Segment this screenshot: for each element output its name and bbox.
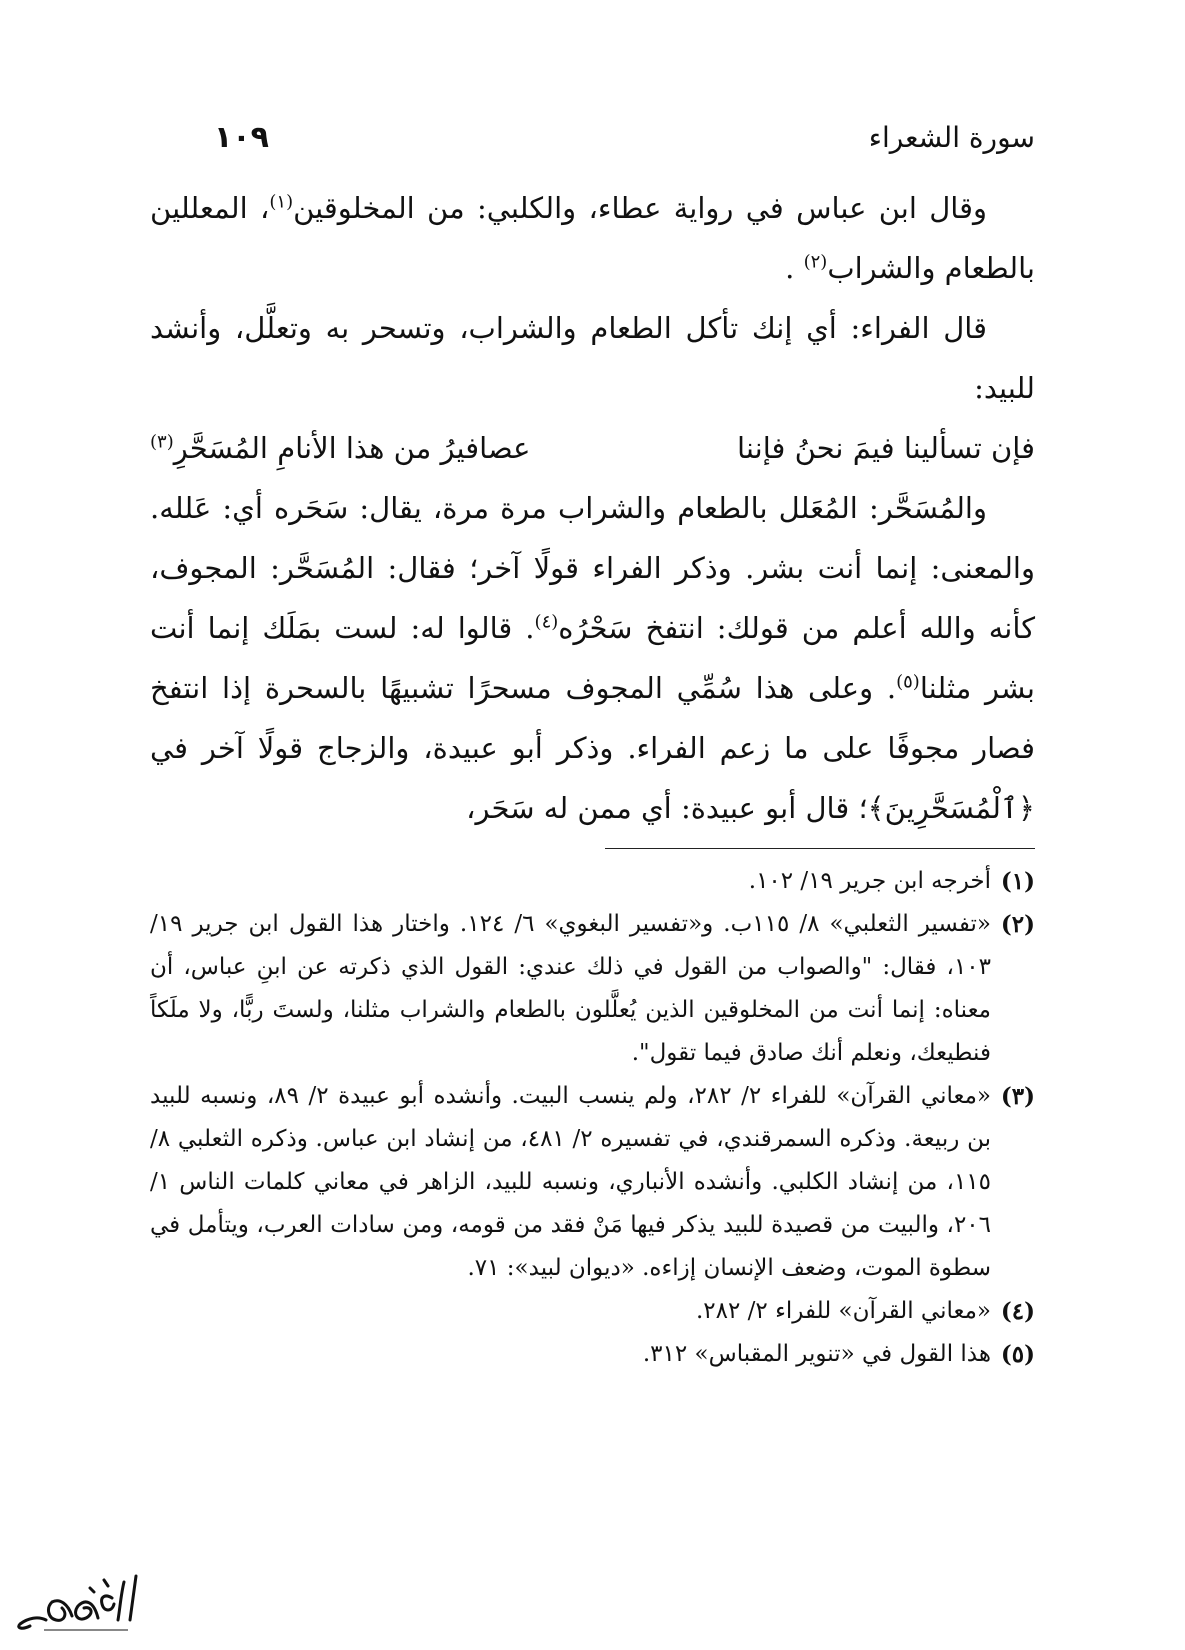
page-header	[214, 112, 1035, 162]
footnote-text: أخرجه ابن جرير ١٩/ ١٠٢.	[748, 868, 991, 894]
page-number: ١٠٩	[214, 119, 269, 155]
paragraph-3	[150, 478, 1035, 838]
footnote-text: هذا القول في «تنوير المقباس» ٣١٢.	[642, 1341, 991, 1367]
surah-title: سورة الشعراء	[868, 120, 1035, 154]
footnote-2	[150, 903, 1035, 1075]
footnote-text: «تفسير الثعلبي» ٨/ ١١٥ب. و«تفسير البغوي» ٦/ ١٢٤. واختار هذا القول ابن جرير ١٩/ ١٠٣، فقال: "والصواب من القول في ذلك عندي: القول الذي ذكرته عن ابنِ عباس، أن معناه: إنما أنت من المخلوقين الذين يُعلَّلون بالطعام والشراب مثلنا، ولستَ ربًّا، ولا ملَكاً فنطيعك، ونعلم أنك صادق فيما تقول".	[150, 911, 991, 1066]
footnote-ref-4: (٤)	[534, 611, 559, 633]
footnote-text: «معاني القرآن» للفراء ٢/ ٢٨٢.	[695, 1298, 991, 1324]
paragraph-3-text-c: . وعلى هذا سُمِّي المجوف مسحرًا تشبيهًا بالسحرة إذا انتفخ فصار مجوفًا على ما زعم الفراء. وذكر أبو عبيدة، والزجاج قولًا آخر في ﴿ٱلْمُسَحَّرِينَ﴾؛ قال أبو عبيدة: أي ممن له سَحَر،	[150, 671, 1035, 825]
footnote-divider	[605, 848, 1035, 849]
paragraph-3-text-b: . قالوا له: لست بمَلَك إنما أنت بشر مثلنا	[150, 611, 1035, 705]
footnote-number: (٢)	[1000, 911, 1035, 938]
paragraph-1-text-c: .	[785, 251, 804, 285]
footnote-3	[150, 1075, 1035, 1290]
poem-verse	[150, 418, 1035, 478]
footnote-5	[150, 1333, 1035, 1376]
paragraph-1	[150, 178, 1035, 298]
footnote-number: (٤)	[1000, 1298, 1035, 1325]
footnote-text: «معاني القرآن» للفراء ٢/ ٢٨٢، ولم ينسب البيت. وأنشده أبو عبيدة ٢/ ٨٩، ونسبه للبيد بن ربيعة. وذكره السمرقندي، في تفسيره ٢/ ٤٨١، من إنشاد ابن عباس. وذكره الثعلبي ٨/ ١١٥، من إنشاد الكلبي. وأنشده الأنباري، ونسبه للبيد، الزاهر في معاني كلمات الناس ١/ ٢٠٦، والبيت من قصيدة للبيد يذكر فيها مَنْ فقد من قومه، ومن سادات العرب، ويتأمل في سطوة الموت، وضعف الإنسان إزاءه. «ديوان لبيد»: ٧١.	[150, 1083, 991, 1281]
footnote-number: (٥)	[1000, 1341, 1035, 1368]
poem-hemistich-2: عصافيرُ من هذا الأنامِ المُسَحَّرِ	[173, 431, 531, 465]
publisher-logo-stamp	[8, 1568, 146, 1638]
paragraph-2	[150, 298, 1035, 418]
footnote-ref-5: (٥)	[896, 671, 920, 693]
footnote-ref-1: (١)	[269, 191, 294, 213]
paragraph-1-text-b: ، المعللين بالطعام والشراب	[150, 191, 1035, 285]
poem-hemistich-2-wrap	[150, 418, 530, 478]
poem-hemistich-1: فإن تسألينا فيمَ نحنُ فإننا	[737, 431, 1035, 465]
footnotes	[150, 860, 1035, 1376]
footnote-ref-2: (٢)	[803, 251, 828, 273]
paragraph-2-text: قال الفراء: أي إنك تأكل الطعام والشراب، وتسحر به وتعلَّل، وأنشد للبيد:	[150, 311, 1035, 405]
footnote-number: (١)	[1000, 868, 1035, 895]
main-text	[150, 178, 1035, 838]
paragraph-1-text-a: وقال ابن عباس في رواية عطاء، والكلبي: من المخلوقين	[293, 191, 987, 225]
paragraph-3-text-a: والمُسَحَّر: المُعَلل بالطعام والشراب مرة مرة، يقال: سَحَره أي: عَلله. والمعنى: إنما أنت بشر. وذكر الفراء قولًا آخر؛ فقال: المُسَحَّر: المجوف، كأنه والله أعلم من قولك: انتفخ سَحْرُه	[150, 491, 1035, 645]
footnote-ref-3: (٣)	[150, 431, 174, 453]
footnote-number: (٣)	[1000, 1083, 1035, 1110]
footnote-1	[150, 860, 1035, 903]
footnote-4	[150, 1290, 1035, 1333]
